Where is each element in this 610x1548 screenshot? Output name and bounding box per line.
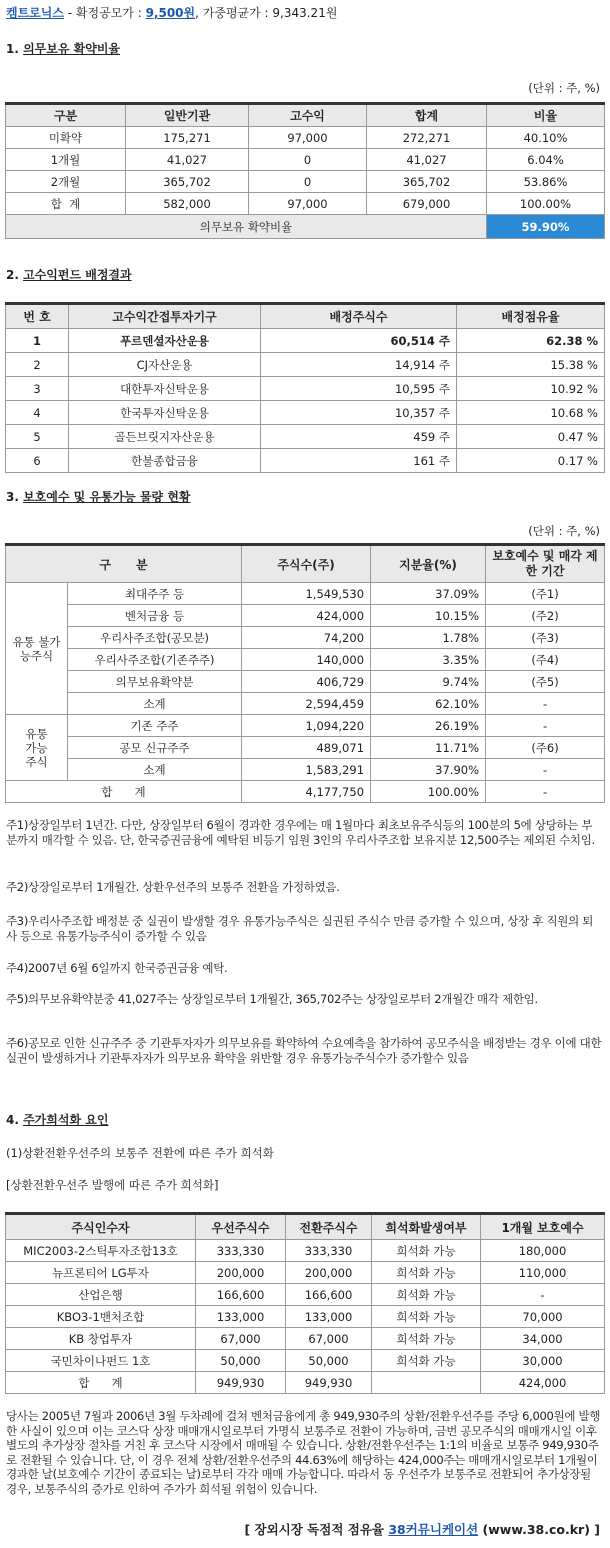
header-cell: 주식인수자 [6,1214,196,1240]
cell: 74,200 [242,627,371,649]
cell: 9.74% [371,671,486,693]
table-row [6,671,605,693]
cell: 6 [6,449,69,473]
lockup-ratio-table [5,102,605,239]
cell: 424,000 [481,1372,605,1394]
cell: 국민차이나펀드 1호 [6,1350,196,1372]
cell: 희석화 가능 [372,1306,481,1328]
section3-title [6,488,191,505]
cell: 40.10% [487,127,605,149]
header-cell: 배정점유율 [457,304,605,329]
total-row [6,1372,605,1394]
cell: 166,600 [286,1284,372,1306]
table-row [6,627,605,649]
header-cell: 우선주식수 [196,1214,286,1240]
table-row [6,1306,605,1328]
cell: 5 [6,425,69,449]
footer-link[interactable]: 38커뮤니케이션 [388,1522,479,1537]
summary-label: 의무보유 확약비율 [6,215,487,239]
cell: 4 [6,401,69,425]
table-row [6,401,605,425]
group-label: 유통 가능 주식 [6,715,68,781]
cell: 50,000 [196,1350,286,1372]
cell: 26.19% [371,715,486,737]
table-row [6,425,605,449]
cell: 희석화 가능 [372,1284,481,1306]
section-number: 2. [6,268,24,282]
cell: 1,094,220 [242,715,371,737]
cell: 골든브릿지자산운용 [69,425,261,449]
cell: 60,514 주 [261,329,457,353]
cell: 0.17 % [457,449,605,473]
cell: 37.09% [371,583,486,605]
cell: 10,357 주 [261,401,457,425]
table-row [6,171,605,193]
cell: 한불종합금융 [69,449,261,473]
unit-label: (단위 : 주, %) [528,524,600,538]
cell: (주5) [486,671,605,693]
cell: 2 [6,353,69,377]
cell: (주2) [486,605,605,627]
cell: 3.35% [371,649,486,671]
cell: 벤처금융 등 [68,605,242,627]
cell: 10.92 % [457,377,605,401]
cell: 424,000 [242,605,371,627]
table-row [6,605,605,627]
cell: 소계 [68,693,242,715]
table-caption: [상환전환우선주 발행에 따른 주가 희석화] [6,1178,219,1192]
cell: KBO3-1밴처조합 [6,1306,196,1328]
cell: 3 [6,377,69,401]
table-header-row [6,1214,605,1240]
cell: 산업은행 [6,1284,196,1306]
cell: 272,271 [367,127,487,149]
cell: 34,000 [481,1328,605,1350]
header-cell: 고수익간접투자기구 [69,304,261,329]
cell: 30,000 [481,1350,605,1372]
header-cell: 희석화발생여부 [372,1214,481,1240]
section1-title [6,40,120,57]
table-row [6,737,605,759]
cell: - [481,1284,605,1306]
header-cell: 구 분 [6,545,242,583]
cell: 949,930 [286,1372,372,1394]
cell: 의무보유확약분 [68,671,242,693]
footer-text: [ 장외시장 독점적 점유율 [244,1522,389,1537]
cell: 133,000 [286,1306,372,1328]
lockup-status-table [5,543,605,803]
cell: 합 계 [6,193,126,215]
cell: 459 주 [261,425,457,449]
cell: 0.47 % [457,425,605,449]
section-title-text: 주가희석화 요인 [23,1113,109,1127]
cell: KB 창업투자 [6,1328,196,1350]
cell: CJ자산운용 [69,353,261,377]
cell: (주1) [486,583,605,605]
cell: 365,702 [367,171,487,193]
cell: - [486,759,605,781]
cell: 949,930 [196,1372,286,1394]
cell: 175,271 [126,127,249,149]
page-header [6,4,337,21]
cell: 공모 신규주주 [68,737,242,759]
cell: (주3) [486,627,605,649]
cell: 0 [249,171,367,193]
cell: 200,000 [286,1262,372,1284]
price-label: - 확정공모가 : [63,6,146,20]
header-cell: 전환주식수 [286,1214,372,1240]
cell: 1 [6,329,69,353]
cell: 365,702 [126,171,249,193]
table-row [6,649,605,671]
header-cell: 구분 [6,104,126,127]
table-row [6,1284,605,1306]
section-number: 3. [6,490,24,504]
unit-label: (단위 : 주, %) [528,81,600,95]
table-row [6,583,605,605]
cell: (주6) [486,737,605,759]
company-link[interactable]: 켐트로닉스 [6,6,64,20]
summary-row [6,215,605,239]
cell: 희석화 가능 [372,1240,481,1262]
cell: 희석화 가능 [372,1262,481,1284]
cell: - [486,693,605,715]
cell: 100.00% [371,781,486,803]
cell: 97,000 [249,193,367,215]
offer-price: 9,500원 [145,6,196,20]
cell: 333,330 [286,1240,372,1262]
table-row [6,1240,605,1262]
table-header-row [6,104,605,127]
cell: 대한투자신탁운용 [69,377,261,401]
cell: 합 계 [6,1372,196,1394]
note-1: 주1)상장일부터 1년간. 다만, 상장일부터 6월이 경과한 경우에는 매 1월마다 최초보유주식등의 100분의 5에 상당하는 부분까지 매각할 수 있음. 단, 한국증권금융에 예탁된 비등기 임원 3인의 우리사주조합 보유지분 12,500주는 제외된 수치임. [6,818,595,847]
cell: 최대주주 등 [68,583,242,605]
cell: 11.71% [371,737,486,759]
fund-allocation-table [5,302,605,473]
cell: 6.04% [487,149,605,171]
table-row [6,329,605,353]
summary-value: 59.90% [487,215,605,239]
header-cell: 배정주식수 [261,304,457,329]
total-row [6,781,605,803]
cell: 97,000 [249,127,367,149]
cell: 62.38 % [457,329,605,353]
header-cell: 비율 [487,104,605,127]
subtotal-row [6,759,605,781]
cell: 2개월 [6,171,126,193]
table-row [6,1328,605,1350]
cell: 100.00% [487,193,605,215]
subtotal-row [6,693,605,715]
cell: 50,000 [286,1350,372,1372]
header-cell: 일반기관 [126,104,249,127]
header-cell: 주식수(주) [242,545,371,583]
cell: 1.78% [371,627,486,649]
cell: 1개월 [6,149,126,171]
cell: 10.15% [371,605,486,627]
cell: 희석화 가능 [372,1350,481,1372]
header-cell: 지분율(%) [371,545,486,583]
cell: 1,549,530 [242,583,371,605]
note-4: 주4)2007년 6월 6일까지 한국증권금융 예탁. [6,961,228,975]
cell: 166,600 [196,1284,286,1306]
cell: 133,000 [196,1306,286,1328]
table-row [6,1262,605,1284]
table-row [6,715,605,737]
section-number: 1. [6,42,24,56]
table-header-row [6,545,605,583]
note-3: 주3)우리사주조합 배정분 중 실권이 발생할 경우 유통가능주식은 실권된 주식수 만큼 증가할 수 있으며, 상장 후 직원의 퇴사 등으로 유통가능주식이 증가할 수 있음 [6,914,594,943]
cell: 333,330 [196,1240,286,1262]
dilution-table [5,1212,605,1394]
table-row [6,1350,605,1372]
cell: 우리사주조합(기존주주) [68,649,242,671]
cell: 미확약 [6,127,126,149]
table-row [6,449,605,473]
cell: 뉴프론티어 LG투자 [6,1262,196,1284]
table-row [6,149,605,171]
section-title-text: 보호예수 및 유통가능 물량 현황 [23,490,191,504]
footer-text: (www.38.co.kr) ] [478,1522,600,1537]
cell: 489,071 [242,737,371,759]
cell: 한국투자신탁운용 [69,401,261,425]
cell: 10,595 주 [261,377,457,401]
section-title-text: 고수익펀드 배정결과 [23,268,132,282]
cell [372,1372,481,1394]
table-header-row [6,304,605,329]
header-cell: 합계 [367,104,487,127]
table-row [6,377,605,401]
cell: 4,177,750 [242,781,371,803]
section-number: 4. [6,1113,24,1127]
note-6: 주6)공모로 인한 신규주주 중 기관투자자가 의무보유를 확약하여 수요예측을 참가하여 공모주식을 배정받는 경우 이에 대한 실권이 발생하거나 기관투자자가 의무보유 확약을 위반할 경우 유통가능주식수가 증가할수 있음 [6,1036,602,1065]
footer-credit [244,1520,600,1538]
cell: - [486,715,605,737]
cell: 2,594,459 [242,693,371,715]
weighted-avg: , 가중평균가 : 9,343.21원 [195,6,338,20]
cell: 53.86% [487,171,605,193]
cell: 200,000 [196,1262,286,1284]
cell: 70,000 [481,1306,605,1328]
cell: 110,000 [481,1262,605,1284]
section2-title [6,266,132,283]
note-2: 주2)상장일로부터 1개월간. 상환우선주의 보통주 전환을 가정하였음. [6,880,340,894]
cell: 67,000 [196,1328,286,1350]
section-title-text: 의무보유 확약비율 [23,42,121,56]
cell: - [486,781,605,803]
cell: 우리사주조합(공모분) [68,627,242,649]
cell: 기존 주주 [68,715,242,737]
cell: 62.10% [371,693,486,715]
cell: 140,000 [242,649,371,671]
cell: 180,000 [481,1240,605,1262]
cell: 10.68 % [457,401,605,425]
cell: 0 [249,149,367,171]
cell: 679,000 [367,193,487,215]
header-cell: 1개월 보호예수 [481,1214,605,1240]
header-cell: 번 호 [6,304,69,329]
cell: 41,027 [367,149,487,171]
note-5: 주5)의무보유확약분중 41,027주는 상장일로부터 1개월간, 365,702주는 상장일로부터 2개월간 매각 제한임. [6,992,538,1006]
cell: 희석화 가능 [372,1328,481,1350]
table-row [6,193,605,215]
cell: 합 계 [6,781,242,803]
header-cell: 고수익 [249,104,367,127]
cell: 67,000 [286,1328,372,1350]
header-cell: 보호예수 및 매각 제한 기간 [486,545,605,583]
cell: 15.38 % [457,353,605,377]
cell: 1,583,291 [242,759,371,781]
cell: 582,000 [126,193,249,215]
cell: 37.90% [371,759,486,781]
cell: 161 주 [261,449,457,473]
group-label: 유통 불가능주식 [6,583,68,715]
table-row [6,353,605,377]
cell: (주4) [486,649,605,671]
table-row [6,127,605,149]
cell: 소계 [68,759,242,781]
cell: 14,914 주 [261,353,457,377]
subsection-title: (1)상환전환우선주의 보통주 전환에 따른 주가 희석화 [6,1146,274,1160]
cell: 406,729 [242,671,371,693]
cell: MIC2003-2스틱투자조합13호 [6,1240,196,1262]
dilution-paragraph: 당사는 2005년 7월과 2006년 3월 두차례에 걸쳐 벤처금융에게 총 949,930주의 상환/전환우선주를 주당 6,000원에 발행한 사실이 있으며 이는 코스닥 상장 매매개시일로부터 가명식 보통주로 전환이 가능하며, 금번 공모주식의 매매개시일 이후 별도의 추가상장 절차를 거친 후 코스닥 시장에서 매매될 수 있습니다. 상환/전환우선주는 1:1의 비율로 보통주 949,930주로 전환될 수 있습니다. 단, 이 경우 전체 상환/전환우선주의 44.63%에 해당하는 424,000주는 매매개시일로부터 1개월이 경과한 날(보호예수 기간이 종료되는 날)로부터 각각 매매 가능합니다. 따라서 동 우선주가 보통주로 전환되어 추가상장될 경우, 보통주식의 증가로 인하여 주가가 희석될 위험이 있습니다. [6,1409,601,1496]
cell: 푸르덴셜자산운용 [69,329,261,353]
cell: 41,027 [126,149,249,171]
section4-title [6,1111,108,1128]
